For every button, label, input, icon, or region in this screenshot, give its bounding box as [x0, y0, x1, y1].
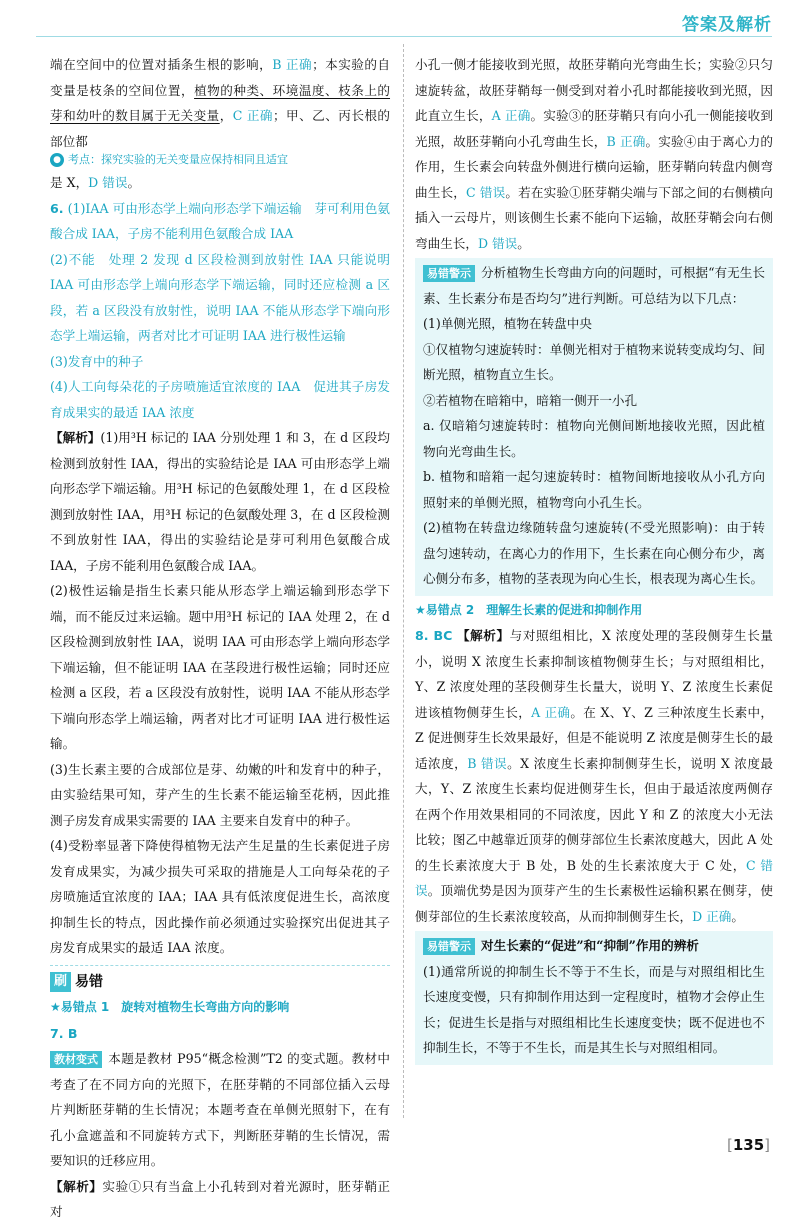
answer-mark: B 正确 — [606, 133, 646, 149]
answer-mark: D 错误 — [477, 235, 518, 251]
tag-textbook-variant: 教材变式 — [50, 1051, 102, 1068]
answer-mark: B 正确 — [272, 57, 313, 72]
q6-answer-2: (2)不能 处理 2 发现 d 区段检测到放射性 IAA 只能说明 IAA 可由形态学上端向形态学下端运输，同时还应检测 a 区段，若 a 区段没有放射性，说明 IAA 不能从形态学下端向形态学上端运输，两者对比才可证明 IAA 进行极性运输 — [50, 251, 390, 343]
q8-explanation: 8. BC 【解析】与对照组相比，X 浓度处理的茎段侧芽生长量小，说明 X 浓度生长素抑制该植物侧芽生长；与对照组相比，Y、Z 浓度处理的茎段侧芽生长量大，说明 Y、Z 浓度生长素促进该植物侧芽生长，A 正确。在 X、Y、Z 三种浓度生长素中，Z 促进侧芽生长效果最好，但是不能说明 Z 浓度是侧芽生长的最适浓度，B 错误。X 浓度生长素抑制侧芽生长，说明 X 浓度最大，Y、Z 浓度生长素均促进侧芽生长，但由于最适浓度两侧存在两个作用效果相同的不同浓度，因此 Y 和 Z 的浓度大小无法比较；图乙中越靠近顶芽的侧芽部位生长素浓度越大，因此 A 处的生长素浓度大于 B 处，B 处的生长素浓度大于 C 处，C 错误。顶端优势是因为顶芽产生的生长素极性运输积累在侧芽，使侧芽部位的生长素浓度较高，从而抑制侧芽生长，D 正确。 — [415, 628, 774, 924]
tip-box-2: 易错警示 对生长素的“促进”和“抑制”作用的辨析 (1)通常所说的抑制生长不等于不生长，而是与对照组相比生长速度变慢，只有抑制作用达到一定程度时，植物才会停止生长；促进生长是指与对照组相比生长速度变快；既不促进也不抑制生长，不等于不生长，而是其生长与对照组相同。 — [415, 931, 773, 1065]
q7-answer: 7. B — [50, 1025, 78, 1041]
section-header — [50, 965, 390, 996]
right-column — [415, 52, 773, 1067]
q7-textbook-variant: 教材变式 本题是教材 P95“概念检测”T2 的变式题。教材中考查了在不同方向的光照下，在胚芽鞘的不同部位插入云母片判断胚芽鞘的生长情况；本题考查在单侧光照射下，在有孔小盒遮盖和不同旋转方式下，判断胚芽鞘的生长情况，需要知识的迁移应用。 — [50, 1051, 390, 1168]
answer-mark: A 正确 — [491, 108, 531, 123]
paragraph: 端在空间中的位置对插条生根的影响，B 正确；本实验的自变量是枝条的空间位置，植物的种类、环境温度、枝条上的芽和幼叶的数目属于无关变量，C 正确；甲、乙、丙长根的部位都 — [50, 57, 391, 149]
answer-mark: C 正确 — [232, 108, 273, 123]
answer-mark: C 错误 — [466, 184, 506, 200]
section-title: 易错 — [75, 973, 104, 990]
exam-point-note: ● 考点：探究实验的无关变量应保持相同且适宜 — [50, 152, 390, 168]
answer-mark: C 错误 — [415, 857, 773, 898]
q8-answer: 8. BC — [415, 628, 453, 643]
q6-answer-3: (3)发育中的种子 — [50, 353, 144, 369]
page-header-title: 答案及解析 — [682, 15, 772, 35]
q6-explanation-4: (4)受粉率显著下降使得植物无法产生足量的生长素促进子房发育成果实，为减少损失可采取的措施是人工向每朵花的子房喷施适宜浓度的 IAA；IAA 具有低浓度促进生长，高浓度抑制生长的特点，因此操作前必须通过实验探究出促进其子房发育成果实的最适 IAA 浓度。 — [50, 838, 390, 955]
answer-mark: B 错误 — [467, 755, 508, 771]
q7-explanation-cont: 小孔一侧才能接收到光照，故胚芽鞘向光弯曲生长；实验②只匀速旋转盆，故胚芽鞘每一侧受到对着小孔时都能接收到光照，因此直立生长，A 正确。实验③的胚芽鞘只有向小孔一侧能接收到光照，故胚芽鞘向小孔弯曲生长，B 正确。实验④由于离心力的作用，生长素会向转盘外侧进行横向运输，胚芽鞘向转盘内侧弯曲生长，C 错误。若在实验①胚芽鞘尖端与下部之间的右侧横向插入一云母片，则该侧生长素不能向下运输，故胚芽鞘会向右侧弯曲生长，D 错误。 — [415, 57, 774, 251]
error-point-1: ★易错点 1 旋转对植物生长弯曲方向的影响 — [50, 1000, 290, 1014]
section-badge: 刷 — [50, 972, 71, 992]
q6-explanation-2: (2)极性运输是指生长素只能从形态学上端运输到形态学下端，而不能反过来运输。题中用³H 标记的 IAA 处理 2，在 d 区段检测到放射性 IAA，说明 IAA 可由形态学上端向形态学下端运输，但不能证明 IAA 在茎段进行极性运输；同时还应检测 a 区段，若 a 区段没有放射性，说明 IAA 不能从形态学下端向形态学上端运输，两者对比才可证明 IAA 进行极性运输。 — [50, 583, 390, 751]
page-number: [135] — [726, 1136, 770, 1154]
paragraph: 是 X，D 错误。 — [50, 175, 141, 190]
error-point-2: ★易错点 2 理解生长素的促进和抑制作用 — [415, 602, 643, 617]
tip-box-1: 易错警示 分析植物生长弯曲方向的问题时，可根据“有无生长素、生长素分布是否均匀”进行判断。可总结为以下几点： (1)单侧光照，植物在转盘中央 ①仅植物匀速旋转时：单侧光相对于植物来说转变成均匀、间断光照，植物直立生长。 ②若植物在暗箱中，暗箱一侧开一小孔 a. 仅暗箱匀速旋转时：植物向光侧间断地接收光照，因此植物向光弯曲生长。 b. 植物和暗箱一起匀速旋转时：植物间断地接收从小孔方向照射来的单侧光照，植物弯向小孔生长。 (2)植物在转盘边缘随转盘匀速旋转(不受光照影响)：由于转盘匀速转动，在离心力的作用下，生长素在向心侧分布少，离心侧分布多，植物的茎表现为向心生长，根表现为离心生长。 — [415, 258, 773, 596]
tag-error-warning: 易错警示 — [423, 938, 475, 955]
tag-error-warning: 易错警示 — [423, 265, 475, 282]
q7-explanation: 【解析】实验①只有当盒上小孔转到对着光源时，胚芽鞘正对 — [50, 1178, 391, 1219]
column-divider — [403, 44, 404, 1118]
answer-mark: D 错误 — [88, 175, 128, 190]
q6-answer-1: 6. (1)IAA 可由形态学上端向形态学下端运输 芽可利用色氨酸合成 IAA，子房不能利用色氨酸合成 IAA — [50, 200, 390, 241]
answer-mark: D 正确 — [692, 908, 732, 924]
left-column — [50, 52, 390, 1225]
camera-icon: ● — [50, 153, 64, 167]
answer-mark: A 正确 — [531, 704, 571, 720]
header-divider — [36, 36, 772, 37]
q6-explanation-1: 【解析】(1)用³H 标记的 IAA 分别处理 1 和 3，在 d 区段均检测到放射性 IAA，得出的实验结论是 IAA 可由形态学上端向形态学下端运输。用³H 标记的色氨酸处理 1，在 d 区段检测到放射性 IAA，用³H 标记的色氨酸处理 3，在 d 区段检测不到放射性 IAA，得出的实验结论是芽可利用色氨酸合成 IAA，子房不能利用色氨酸合成 IAA。 — [50, 430, 390, 573]
q6-answer-4: (4)人工向每朵花的子房喷施适宜浓度的 IAA 促进其子房发育成果实的最适 IAA 浓度 — [50, 379, 390, 420]
q6-explanation-3: (3)生长素主要的合成部位是芽、幼嫩的叶和发育中的种子，由实验结果可知，芽产生的生长素不能运输至花柄，因此推测子房发育成果实需要的 IAA 主要来自发育中的种子。 — [50, 761, 390, 828]
